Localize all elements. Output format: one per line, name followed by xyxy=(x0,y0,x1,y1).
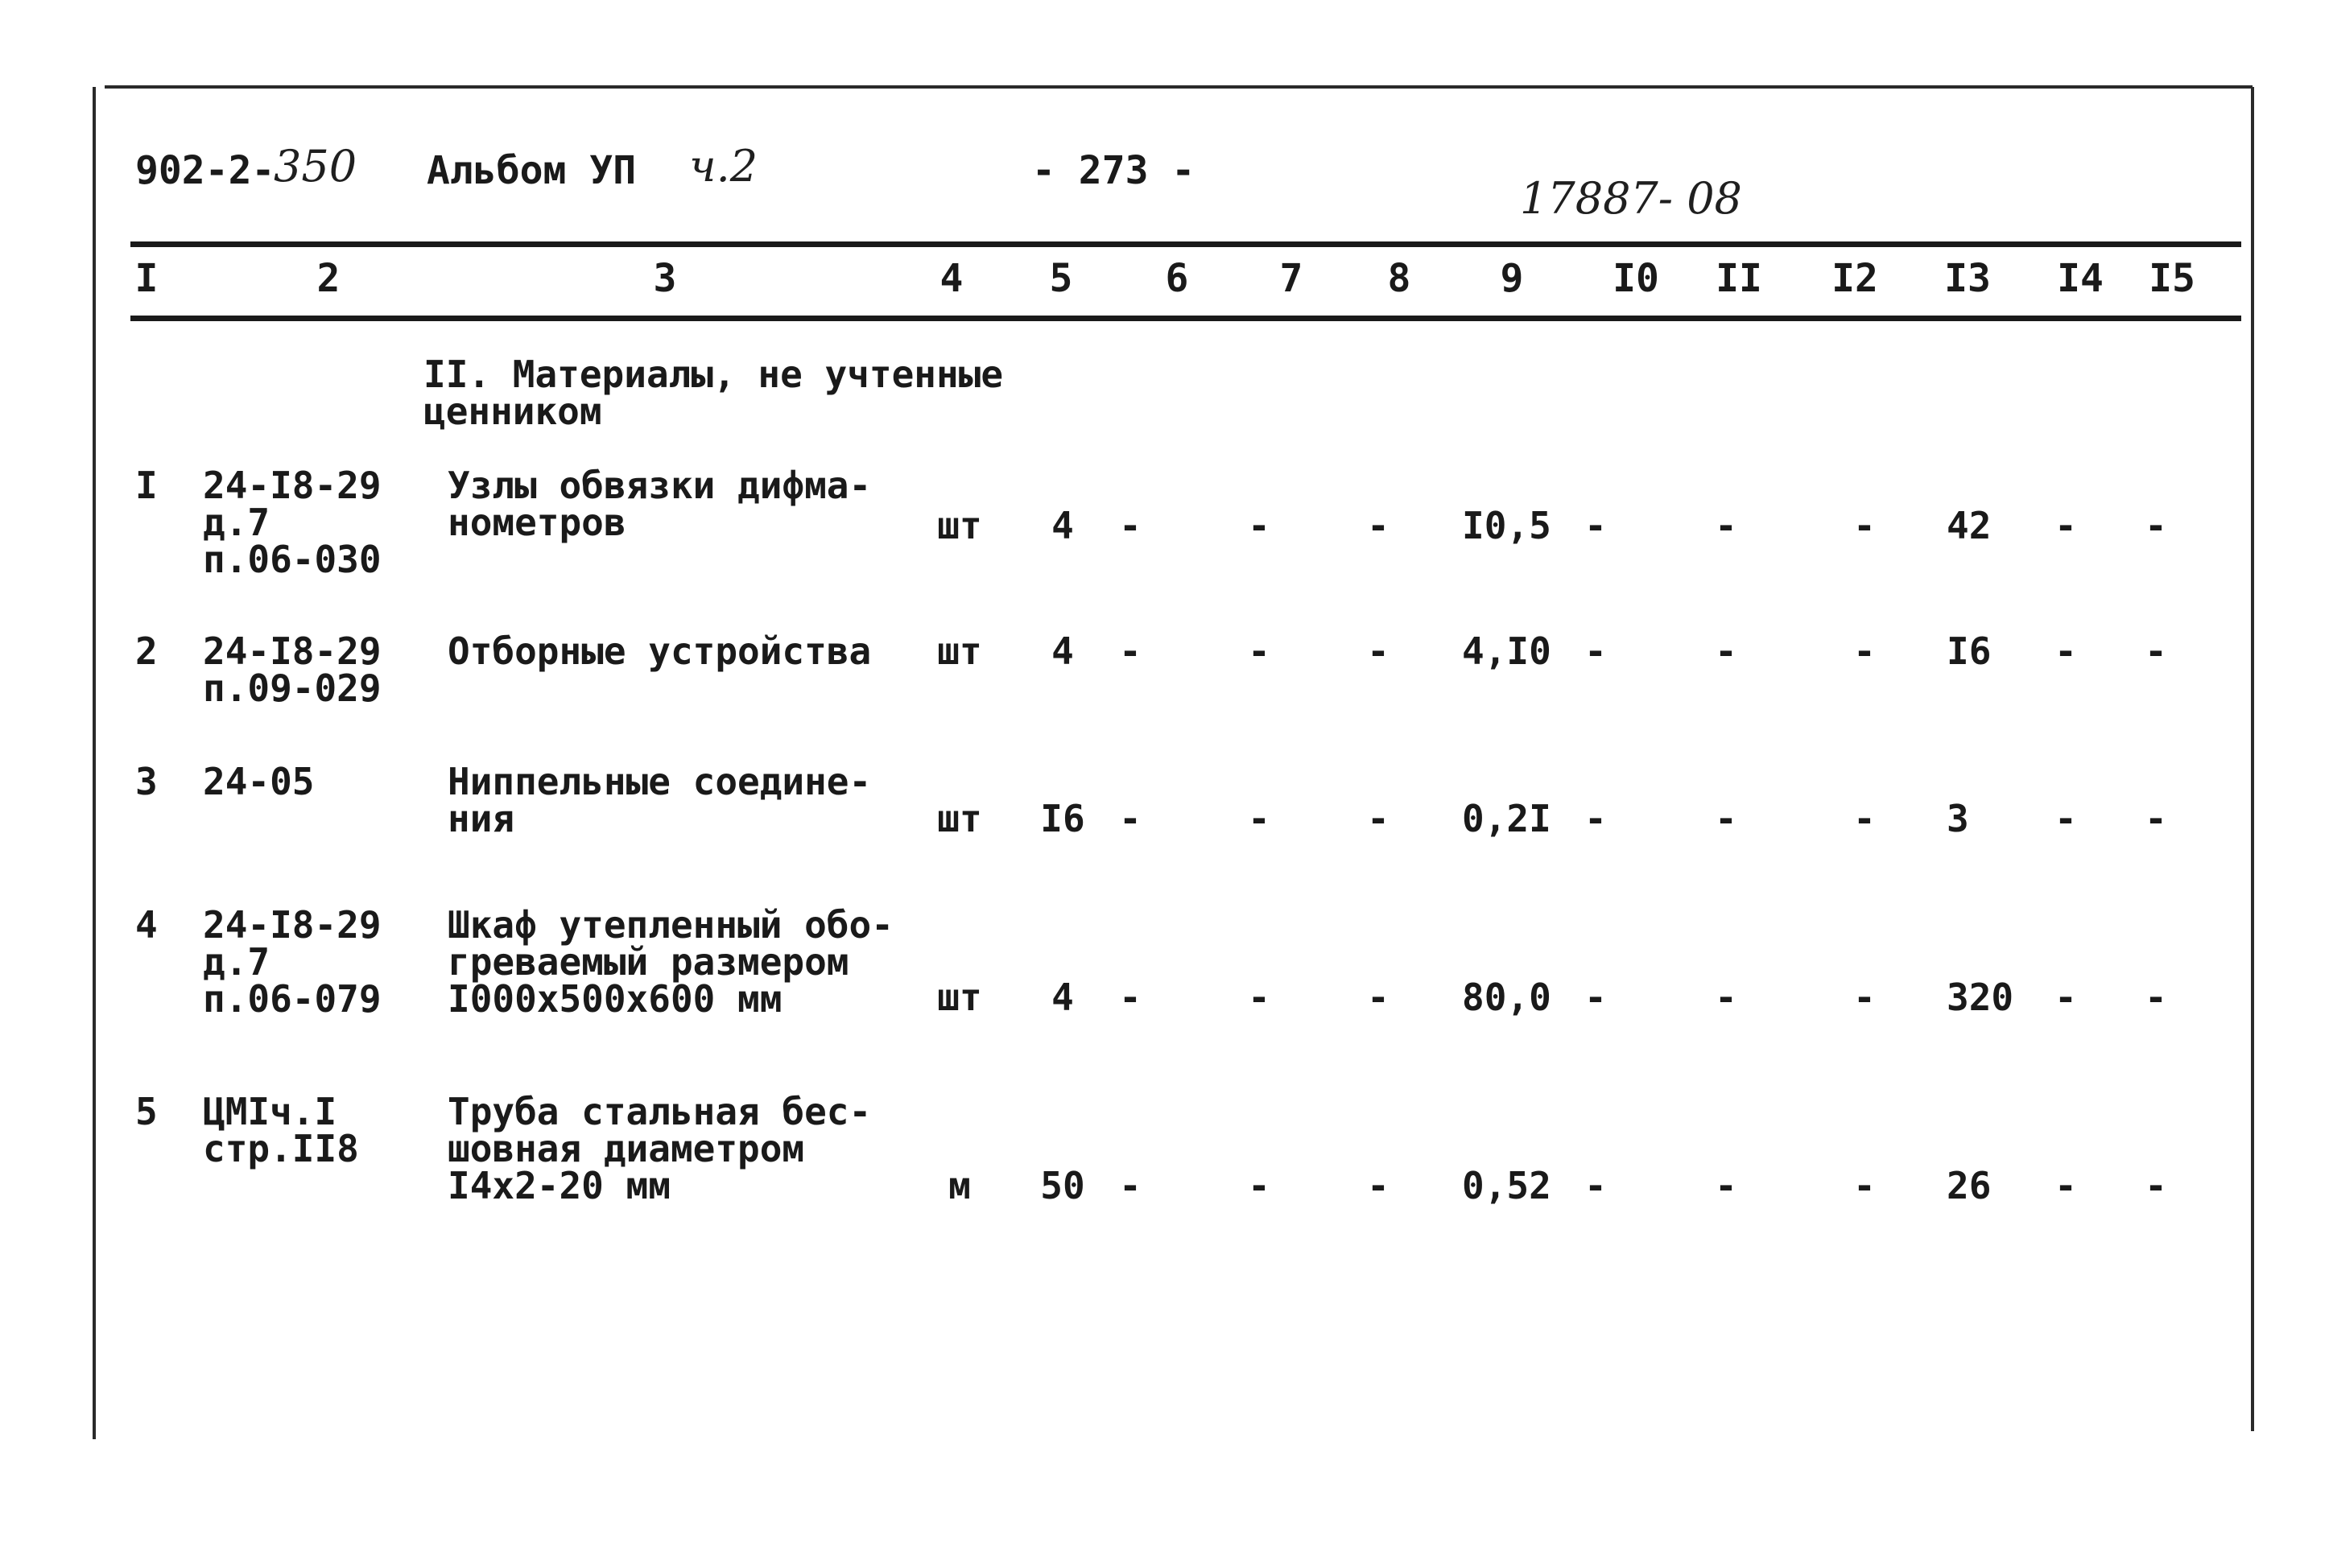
row-col-13: 42 xyxy=(1947,504,1992,547)
row-col-5: 4 xyxy=(1051,504,1074,547)
section-title: II. Материалы, не учтенные ценником xyxy=(423,353,1004,433)
column-number-8: 8 xyxy=(1387,256,1411,301)
row-col-9: I0,5 xyxy=(1462,504,1551,547)
row-col-14: - xyxy=(2054,797,2077,840)
row-col-9: 0,2I xyxy=(1462,797,1551,840)
doc-code-handwritten: 350 xyxy=(274,141,357,192)
row-col-8: - xyxy=(1367,797,1390,840)
row-col-7: - xyxy=(1248,976,1270,1019)
row-unit: шт xyxy=(937,504,982,547)
row-col-12: - xyxy=(1853,629,1876,673)
row-col-12: - xyxy=(1853,1164,1876,1207)
row-col-14: - xyxy=(2054,504,2077,547)
column-number-3: 3 xyxy=(653,256,677,301)
row-col-5: 4 xyxy=(1051,629,1074,673)
row-col-7: - xyxy=(1248,629,1270,673)
row-col-7: - xyxy=(1248,504,1270,547)
column-number-11: II xyxy=(1716,256,1762,301)
row-col-9: 0,52 xyxy=(1462,1164,1551,1207)
row-col-11: - xyxy=(1715,976,1737,1019)
row-item-name: Отборные устройства xyxy=(448,629,872,673)
column-number-2: 2 xyxy=(316,256,341,301)
frame-right-border xyxy=(2251,87,2254,1431)
row-col-11: - xyxy=(1715,797,1737,840)
row-col-6: - xyxy=(1119,1164,1142,1207)
row-reference: 24-I8-29 п.09-029 xyxy=(203,629,382,710)
row-col-14: - xyxy=(2054,1164,2077,1207)
row-col-5: 50 xyxy=(1040,1164,1085,1207)
row-number: I xyxy=(135,464,158,507)
header-bottom-rule xyxy=(130,316,2241,321)
row-unit: шт xyxy=(937,629,982,673)
row-col-10: - xyxy=(1584,976,1607,1019)
row-col-10: - xyxy=(1584,797,1607,840)
row-unit: шт xyxy=(937,976,982,1019)
row-col-10: - xyxy=(1584,629,1607,673)
row-col-6: - xyxy=(1119,504,1142,547)
row-col-10: - xyxy=(1584,1164,1607,1207)
frame-top-border xyxy=(105,85,2253,89)
row-col-6: - xyxy=(1119,629,1142,673)
row-number: 4 xyxy=(135,903,158,947)
row-col-12: - xyxy=(1853,504,1876,547)
column-number-1: I xyxy=(134,256,159,301)
column-number-10: I0 xyxy=(1613,256,1659,301)
row-reference: 24-I8-29 д.7 п.06-030 xyxy=(203,464,382,581)
row-col-7: - xyxy=(1248,797,1270,840)
row-col-6: - xyxy=(1119,797,1142,840)
row-col-9: 4,I0 xyxy=(1462,629,1551,673)
row-col-12: - xyxy=(1853,976,1876,1019)
row-col-13: 320 xyxy=(1947,976,2014,1019)
row-col-11: - xyxy=(1715,629,1737,673)
row-number: 2 xyxy=(135,629,158,673)
page-number: - 273 - xyxy=(1032,148,1195,193)
row-col-13: 3 xyxy=(1947,797,1969,840)
row-item-name: Узлы обвязки дифма- нометров xyxy=(448,464,872,544)
row-col-11: - xyxy=(1715,1164,1737,1207)
doc-code: 902-2- xyxy=(135,148,275,193)
row-col-8: - xyxy=(1367,976,1390,1019)
row-col-14: - xyxy=(2054,976,2077,1019)
header-top-rule xyxy=(130,241,2241,247)
row-unit: м xyxy=(948,1164,971,1207)
row-col-7: - xyxy=(1248,1164,1270,1207)
frame-left-border xyxy=(93,87,96,1439)
row-col-15: - xyxy=(2145,629,2167,673)
album-label: Альбом УП xyxy=(427,148,637,193)
column-number-9: 9 xyxy=(1500,256,1524,301)
row-reference: 24-05 xyxy=(203,760,315,803)
sheet-number-handwritten: 17887- 08 xyxy=(1520,173,1742,224)
row-reference: ЦМIч.I стр.II8 xyxy=(203,1090,359,1170)
row-item-name: Ниппельные соедине- ния xyxy=(448,760,872,840)
row-col-15: - xyxy=(2145,504,2167,547)
row-number: 3 xyxy=(135,760,158,803)
row-col-10: - xyxy=(1584,504,1607,547)
column-number-14: I4 xyxy=(2057,256,2104,301)
row-col-6: - xyxy=(1119,976,1142,1019)
row-col-14: - xyxy=(2054,629,2077,673)
row-col-12: - xyxy=(1853,797,1876,840)
row-number: 5 xyxy=(135,1090,158,1133)
row-col-9: 80,0 xyxy=(1462,976,1551,1019)
row-col-11: - xyxy=(1715,504,1737,547)
column-number-12: I2 xyxy=(1831,256,1878,301)
row-col-8: - xyxy=(1367,504,1390,547)
row-unit: шт xyxy=(937,797,982,840)
column-number-15: I5 xyxy=(2149,256,2195,301)
row-reference: 24-I8-29 д.7 п.06-079 xyxy=(203,903,382,1021)
row-col-13: I6 xyxy=(1947,629,1992,673)
row-col-15: - xyxy=(2145,1164,2167,1207)
row-col-5: I6 xyxy=(1040,797,1085,840)
row-col-8: - xyxy=(1367,629,1390,673)
row-col-15: - xyxy=(2145,797,2167,840)
row-col-8: - xyxy=(1367,1164,1390,1207)
row-item-name: Шкаф утепленный обо- греваемый размером I000x500x600 мм xyxy=(448,903,894,1021)
row-item-name: Труба стальная бес- шовная диаметром I4x2-20 мм xyxy=(448,1090,872,1207)
column-number-4: 4 xyxy=(939,256,964,301)
row-col-13: 26 xyxy=(1947,1164,1992,1207)
column-number-6: 6 xyxy=(1165,256,1189,301)
column-number-13: I3 xyxy=(1944,256,1991,301)
row-col-5: 4 xyxy=(1051,976,1074,1019)
album-part-handwritten: ч.2 xyxy=(689,141,758,192)
column-number-5: 5 xyxy=(1049,256,1073,301)
column-number-7: 7 xyxy=(1279,256,1303,301)
row-col-15: - xyxy=(2145,976,2167,1019)
